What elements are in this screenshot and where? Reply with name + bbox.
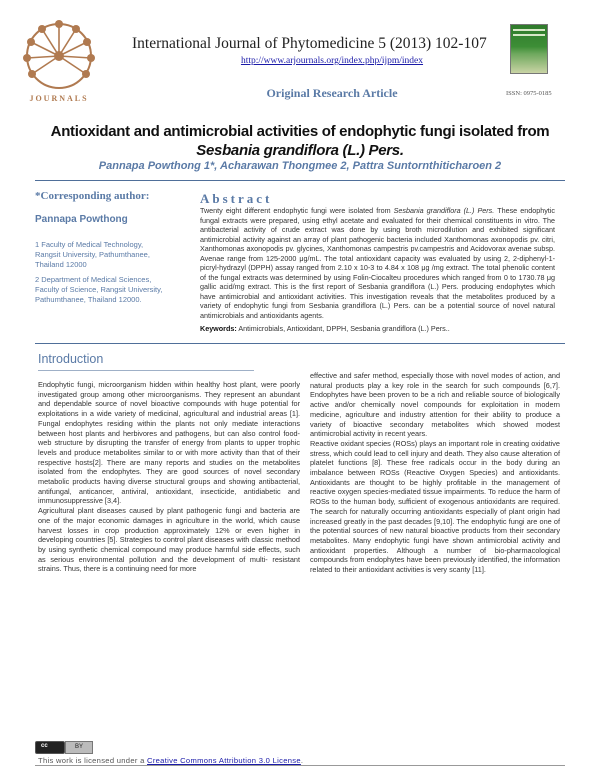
intro-left-paragraph-1: Endophytic fungi, microorganism hidden within healthy host plant, were poorly investigated group among other microorganisms. They represent an abundant and dependable source of novel bioactive compounds with huge potential for exploitations in a wide variety of medicinal, agricultural and industrial areas [1]. Fungal endophytes residing within the plants not only mediate interactions between host plants and herbivores and pathogens, but can also control food-web structure by disrupting the transfer of energy from plants to upper trophic levels and produce metabolites similar to or with more activity than that of their respective hosts[2]. There are many reports and studies on the metabolites isolated from the endophytes. They are good sources of novel secondary metabolic products having diverse structural groups and showing antibacterial, antifungal, anticancer, antiviral, antioxidant, insecticide, antidiabetic and immunosuppressive [3,4]. — [38, 380, 300, 506]
license-prefix: This work is licensed under a — [38, 756, 145, 765]
affiliation-2: 2 Department of Medical Sciences, Faculty of Science, Rangsit University, Pathumthanee, Thailand 12000. — [35, 275, 163, 304]
abstract-divider — [35, 343, 565, 344]
title-line1: Antioxidant and antimicrobial activities of endophytic fungi isolated from — [50, 123, 550, 140]
publisher-logo-text: JOURNALS — [29, 94, 89, 103]
article-type: Original Research Article — [266, 86, 398, 100]
license-suffix: . — [300, 756, 304, 765]
header-divider — [35, 180, 565, 181]
keywords-list: Antimicrobials, Antioxidant, DPPH, Sesbania grandiflora (L.) Pers.. — [238, 324, 450, 333]
license-link[interactable]: Creative Commons Attribution 3.0 License — [147, 756, 301, 765]
intro-right-column — [310, 371, 560, 575]
corresponding-heading: *Corresponding author: — [35, 190, 150, 202]
introduction-heading: Introduction — [38, 352, 104, 366]
corresponding-name: Pannapa Powthong — [35, 214, 128, 225]
license-statement — [38, 756, 303, 765]
abstract-heading: Abstract — [200, 191, 273, 206]
introduction-underline — [38, 370, 254, 371]
cc-label: cc — [41, 743, 48, 749]
intro-left-column — [38, 380, 300, 574]
journal-cover-image — [510, 24, 548, 74]
cc-by-badge: BY — [65, 741, 93, 754]
intro-right-paragraph-1: effective and safer method, especially those with novel modes of action, and natural products play a key role in the search for such compounds [6,7]. Endophytes have been proven to be a rich and reliable source of biologically active and/or chemically novel compounds for exploitation in modern medicine, agriculture and industry attention for their ability to produce a variety of bioactive secondary metabolites which showed modest antimicrobial activity in recent years. — [310, 371, 560, 439]
abstract-part1: Twenty eight different endophytic fungi were isolated from — [200, 206, 391, 215]
abstract-part2: These endophytic fungal extracts were prepared, using ethyl acetate and evaluated for their chemical constituents in vitro. The antibacterial activity of crude extract was done by using broth microdilution and exhibited significant antimicrobial activity against an array of plant pathogenic bacteria included Xanthomonas axonopodis pv. citri, Xanthomonas axonopodis pv. glycines, Xanthomonas campestris pv.campestris and Acidovorax avenae subsp. Avenae range from 125-2000 μg/mL. The total antioxidant capacity was evaluated by using 2, 2-diphenyl-1-picryl-hydrazyl (DPPH) assay ranged from 2.10 x 10-3 to 4.84 x 108 μg /mg extract. The total phenolic content of the fungal extracts was determined by using Folin-Ciocalteu procedures which ranged from 0 to 1730.78 μg gallic acid/mg extract. This is the first report of Sesbania grandiflora (L.) Pers. producing endophytes which have antimicrobial and antioxidant activities. This investigation reveals that the metabolites produced by a variety of endophytic fungi from Sesbania grandiflora (L.) Pers. can be a potential source of novel natural antimicrobials and antioxidants agents. — [200, 206, 555, 320]
journal-url-link[interactable]: http://www.arjournals.org/index.php/ijpm/index — [240, 56, 424, 66]
issn: ISSN: 0975-0185 — [506, 90, 552, 97]
creative-commons-badge — [35, 741, 65, 754]
footer-divider — [35, 765, 565, 766]
author-list: Pannapa Powthong 1*, Acharawan Thongmee 2, Pattra Suntornthiticharoen 2 — [98, 160, 502, 172]
publisher-logo — [14, 12, 104, 104]
abstract-species: Sesbania grandiflora (L.) Pers. — [393, 206, 495, 215]
abstract-body — [200, 206, 555, 320]
article-title — [40, 122, 560, 160]
keywords — [200, 324, 560, 333]
keywords-label: Keywords: — [200, 324, 237, 333]
intro-left-paragraph-2: Agricultural plant diseases caused by plant pathogenic fungi and bacteria are one of the major economic damages in agriculture in the world, which cause harvest losses in crop production approximately 12% or even higher in developing countries [5]. Strategies to control plant diseases with classic method by using synthetic chemical compound may produce harmful side effects, such as serious environmental pollution and the development of multi- resistant strains. Thus, there is a continuing need for more — [38, 506, 300, 574]
journal-citation: International Journal of Phytomedicine 5 (2013) 102-107 — [132, 35, 487, 52]
intro-right-paragraph-2: Reactive oxidant species (ROSs) plays an important role in creating oxidative stress, which could lead to cell injury and death. They also cause alteration of platelet functions [8]. These free radicals occur in the body during an imbalance between ROSs (Reactive Oxygen Species) and antioxidants. Antioxidants are thought to be highly profitable in the management of reactive oxygen species-mediated tissue impairments. To reduce the harm of ROSs to the human body, sufficient of exogenous antioxidants are required. The search for naturally occurring antioxidants especially of plant origin had increased greatly in the past decades [9,10]. The endophytic fungi are one of the potential sources of new natural bioactive products from their secondary metabolites. Many endophytic fungi have shown antimicrobial activity and antioxidant properties. Although a number of bio-pharmacological compounds from endophytes have been previously identified, the information related to their antioxidant activities is very scanty [11]. — [310, 438, 560, 575]
title-species: Sesbania grandiflora (L.) Pers. — [196, 142, 404, 159]
affiliation-1: 1 Faculty of Medical Technology, Rangsit University, Pathumthanee, Thailand 12000 — [35, 240, 150, 269]
